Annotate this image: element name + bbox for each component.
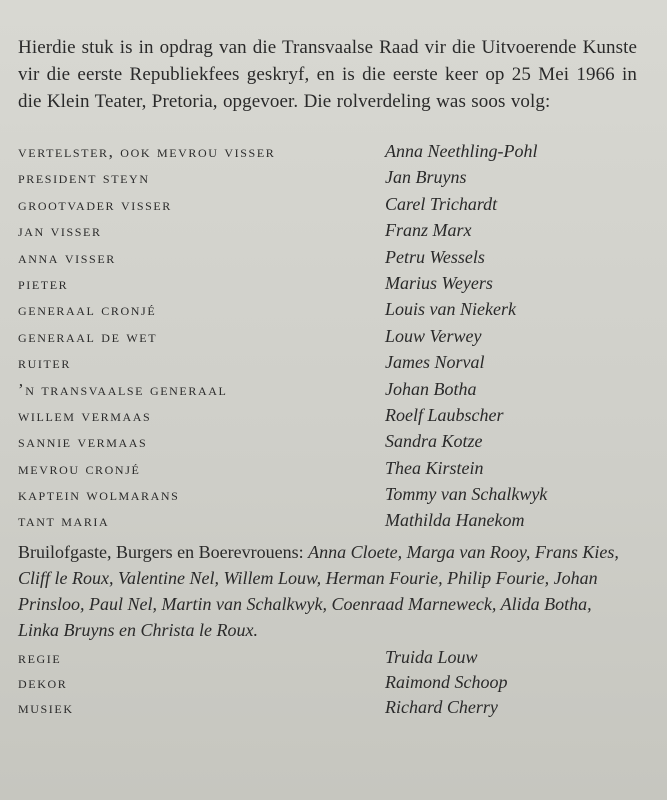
role-name: generaal cronjé (18, 300, 157, 320)
actor-name: Thea Kirstein (385, 457, 484, 478)
actor-name: Jan Bruyns (385, 167, 467, 188)
crew-person: Truida Louw (385, 646, 478, 667)
cast-row (18, 352, 637, 378)
cast-list (18, 141, 637, 537)
crew-role: dekor (18, 672, 68, 692)
crew-row (18, 672, 637, 697)
actor-name: Tommy van Schalkwyk (385, 484, 548, 505)
cast-row (18, 247, 637, 273)
crew-person: Raimond Schoop (385, 671, 508, 692)
crew-person: Richard Cherry (385, 696, 498, 717)
actor-name: James Norval (385, 352, 485, 373)
role-name: jan visser (18, 221, 102, 241)
cast-row (18, 379, 637, 405)
cast-row (18, 299, 637, 325)
extras-names: Anna Cloete, Marga van Rooy, Frans Kies, Cliff le Roux, Valentine Nel, Willem Louw, Herman Fourie, Philip Fourie, Johan Prinsloo, Paul Nel, Martin van Schalkwyk, Coenraad Marneweck, Alida Botha, Linka Bruyns en Christa le Roux. (18, 541, 619, 640)
role-name: ’n transvaalse generaal (18, 379, 228, 399)
actor-name: Louw Verwey (385, 325, 482, 346)
actor-name: Petru Wessels (385, 246, 485, 267)
role-name: kaptein wolmarans (18, 485, 180, 505)
extras-label: Bruilofgaste, Burgers en Boerevrouens: (18, 541, 304, 562)
actor-name: Franz Marx (385, 220, 472, 241)
cast-row (18, 167, 637, 193)
crew-list (18, 647, 637, 722)
cast-row (18, 141, 637, 167)
role-name: generaal de wet (18, 326, 158, 346)
actor-name: Anna Neethling-Pohl (385, 141, 538, 161)
cast-row (18, 273, 637, 299)
role-name: willem vermaas (18, 405, 152, 425)
actor-name: Marius Weyers (385, 272, 493, 293)
crew-role: regie (18, 647, 62, 667)
role-name: vertelster, ook mevrou visser (18, 142, 276, 161)
crew-role: musiek (18, 697, 74, 717)
actor-name: Carel Trichardt (385, 193, 498, 214)
actor-name: Sandra Kotze (385, 431, 483, 452)
actor-name: Louis van Niekerk (385, 299, 516, 320)
role-name: president steyn (18, 168, 150, 188)
role-name: mevrou cronjé (18, 458, 141, 478)
actor-name: Mathilda Hanekom (385, 510, 525, 531)
cast-row (18, 405, 637, 431)
role-name: sannie vermaas (18, 432, 148, 452)
cast-row (18, 484, 637, 510)
crew-row (18, 697, 637, 722)
intro-paragraph: Hierdie stuk is in opdrag van die Transvaalse Raad vir die Uitvoerende Kunste vir die eerste Republiekfees geskryf, en is die eerste keer op 25 Mei 1966 in die Klein Teater, Pretoria, opgevoer. Die rolverdeling was soos volg: (18, 37, 637, 112)
cast-row (18, 458, 637, 484)
actor-name: Johan Botha (385, 378, 477, 399)
role-name: grootvader visser (18, 194, 172, 214)
role-name: anna visser (18, 247, 116, 267)
cast-row (18, 510, 637, 536)
cast-row (18, 326, 637, 352)
actor-name: Roelf Laubscher (385, 404, 504, 425)
role-name: pieter (18, 273, 69, 293)
extras-paragraph (18, 539, 637, 643)
role-name: tant maria (18, 511, 110, 531)
crew-row (18, 647, 637, 672)
cast-row (18, 194, 637, 220)
cast-row (18, 431, 637, 457)
role-name: ruiter (18, 353, 71, 373)
cast-row (18, 220, 637, 246)
